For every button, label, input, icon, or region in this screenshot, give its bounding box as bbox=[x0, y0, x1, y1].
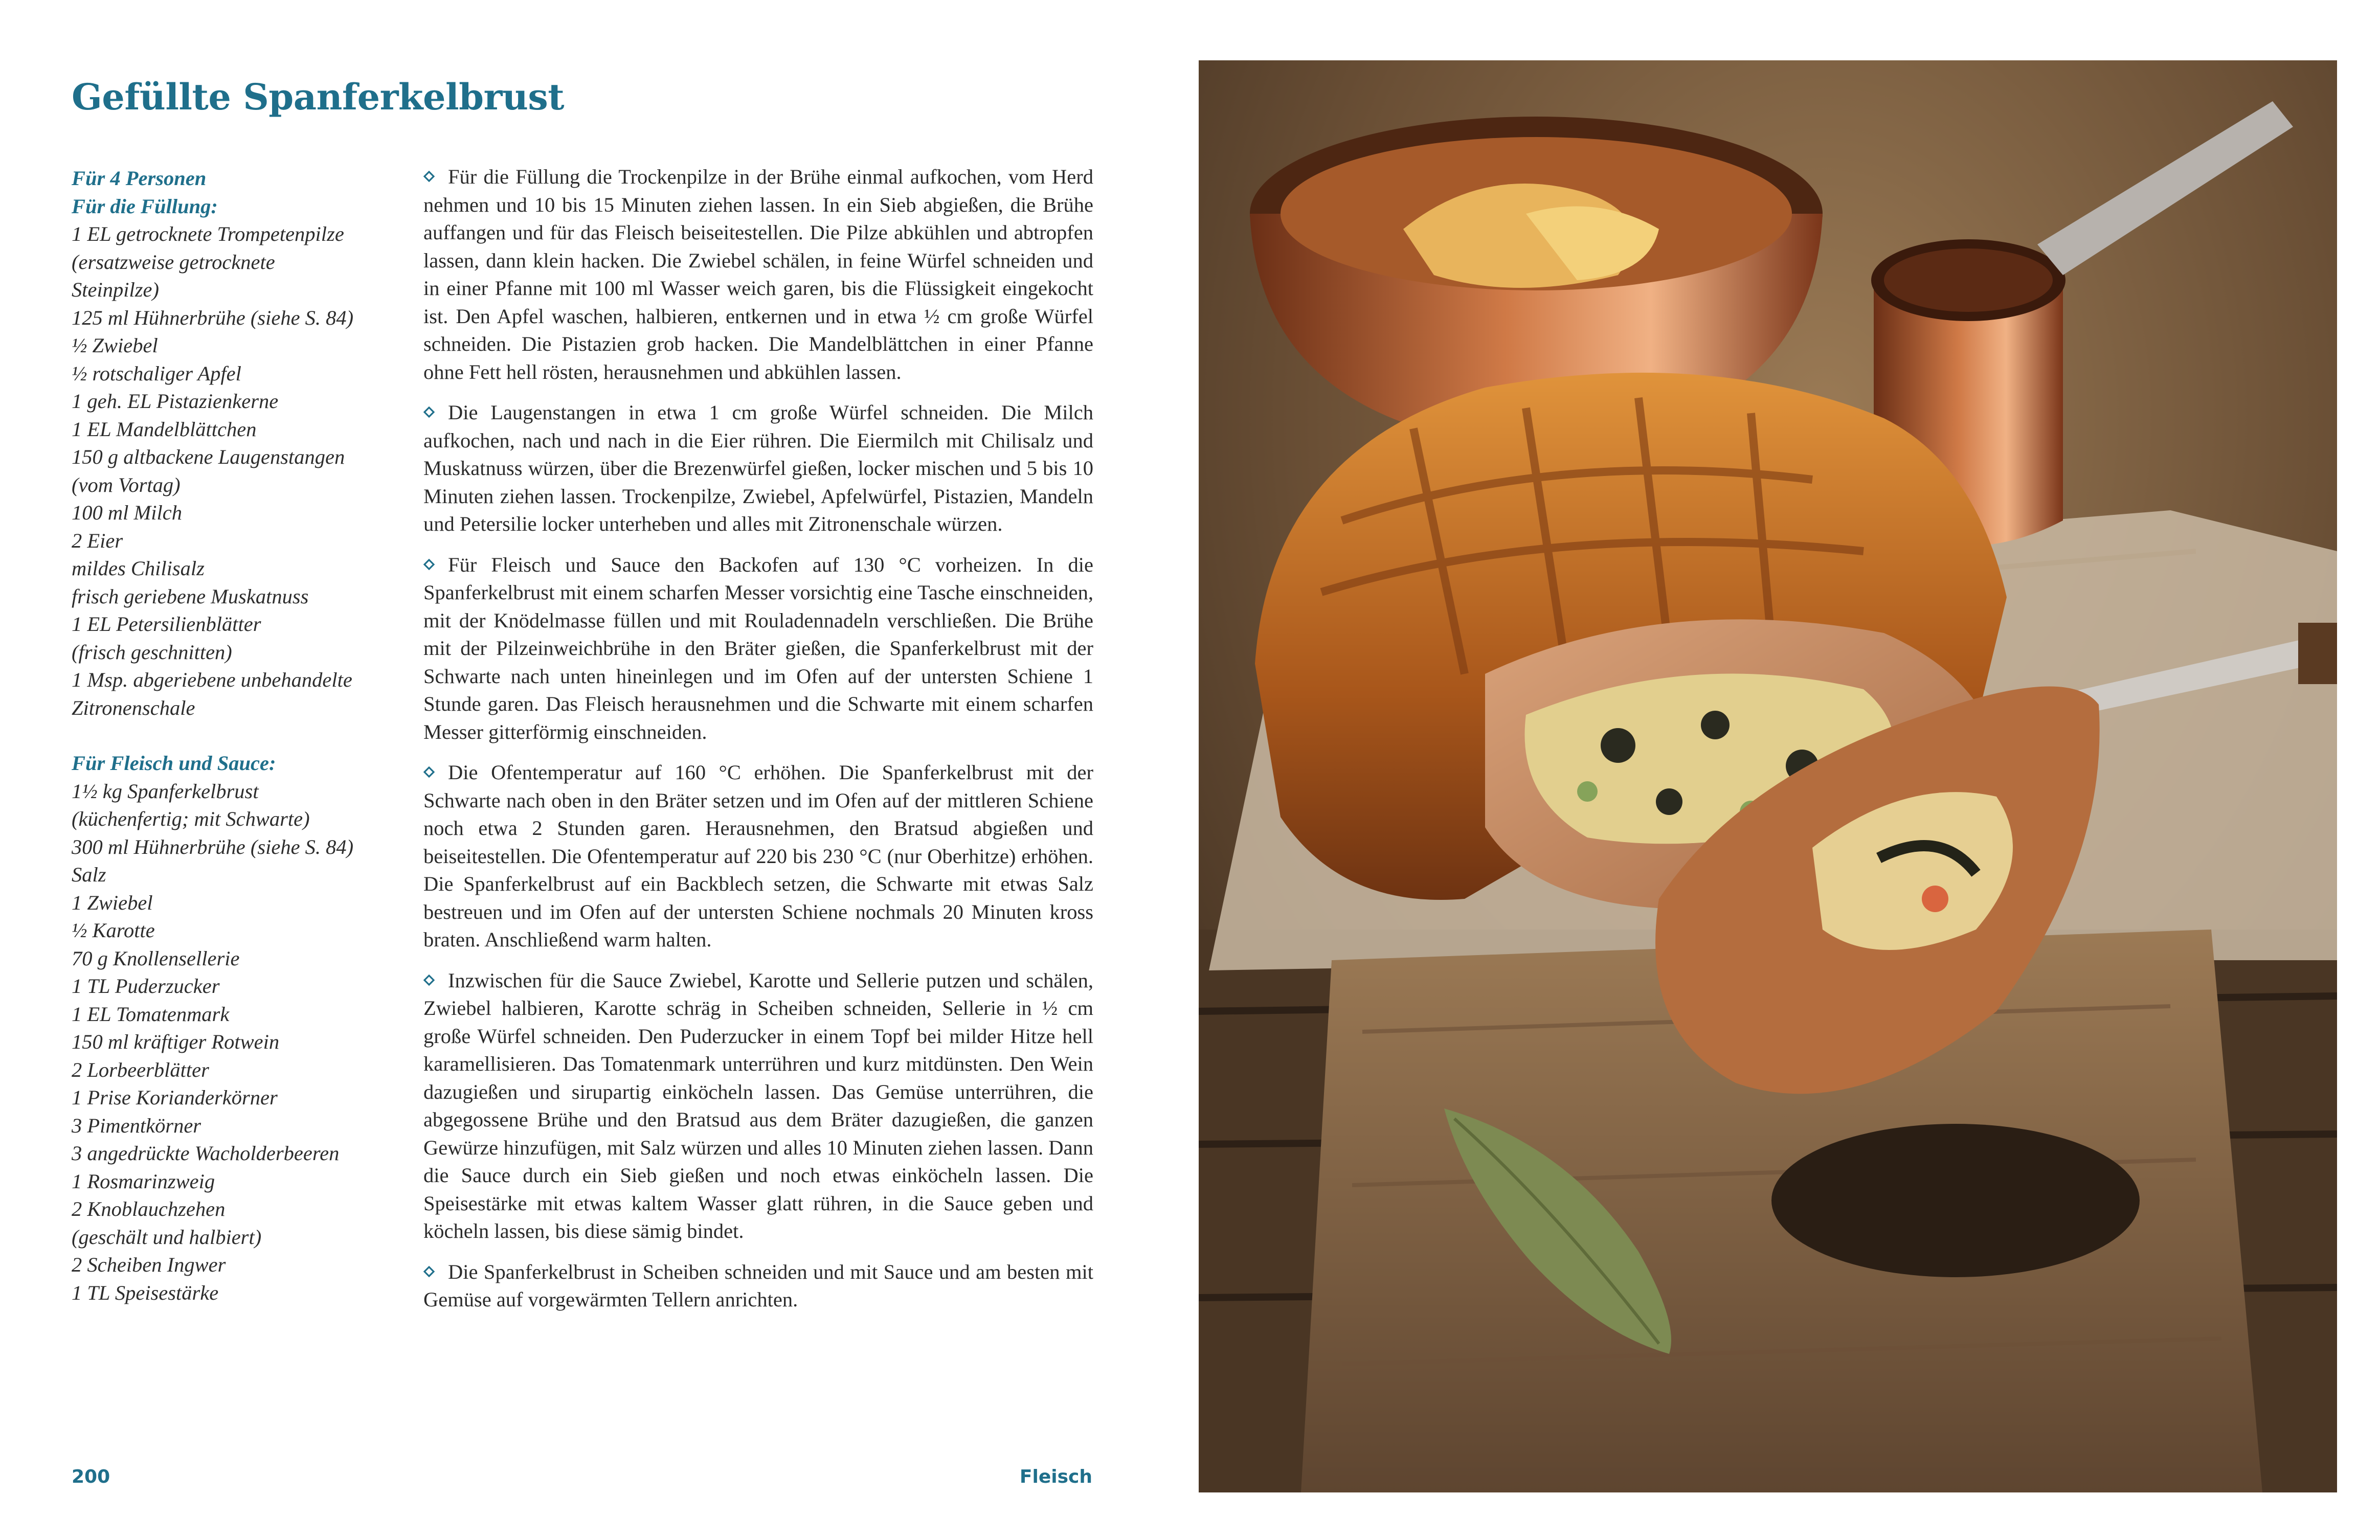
ingredient-item: 1 geh. EL Pistazienkerne bbox=[72, 390, 279, 413]
ingredient-item: 125 ml Hühnerbrühe (siehe S. 84) bbox=[72, 306, 354, 329]
ingredient-item: 2 Eier bbox=[72, 529, 123, 552]
ingredient-item: 3 Pimentkörner bbox=[72, 1114, 201, 1137]
ingredient-item: 1 TL Puderzucker bbox=[72, 975, 220, 998]
dish-photo bbox=[1199, 60, 2337, 1492]
ingredient-item: (vom Vortag) bbox=[72, 473, 181, 496]
ingredient-item: Steinpilze) bbox=[72, 278, 159, 301]
step-paragraph bbox=[423, 759, 1093, 954]
meat-sauce-heading: Für Fleisch und Sauce: bbox=[72, 752, 276, 775]
step-text: Für Fleisch und Sauce den Backofen auf 130 °C vorheizen. In die Spanferkelbrust mit einem scharfen Messer vorsichtig eine Tasche einschneiden, mit der Knödelmasse füllen und mit Rouladennadeln verschließen. Die Brühe mit der Pilzeinweichbrühe in den Bräter gießen, die Spanferkelbrust mit der Schwarte nach unten hineinlegen und im Ofen auf der untersten Schiene 1 Stunde garen. Das Fleisch herausnehmen und die Schwarte mit einem scharfen Messer gitterförmig einschneiden. bbox=[423, 553, 1093, 743]
ingredient-item: ½ Karotte bbox=[72, 919, 155, 942]
diamond-bullet-icon bbox=[423, 766, 435, 778]
ingredient-item: ½ rotschaliger Apfel bbox=[72, 361, 241, 385]
step-text: Die Laugenstangen in etwa 1 cm große Würfel schneiden. Die Milch aufkochen, nach und nach in die Eier rühren. Die Eiermilch mit Chilisalz und Muskatnuss würzen, über die Brezenwürfel gießen, locker mischen und 5 bis 10 Minuten ziehen lassen. Trockenpilze, Zwiebel, Apfelwürfel, Pistazien, Mandeln und Petersilie locker unterheben und alles mit Zitronenschale würzen. bbox=[423, 401, 1093, 535]
ingredient-item: Salz bbox=[72, 863, 106, 886]
ingredient-item: 1 EL Tomatenmark bbox=[72, 1002, 230, 1026]
step-paragraph bbox=[423, 551, 1093, 746]
ingredient-item: 1 Rosmarinzweig bbox=[72, 1169, 215, 1193]
ingredient-item: frisch geriebene Muskatnuss bbox=[72, 584, 309, 608]
step-paragraph bbox=[423, 1258, 1093, 1314]
ingredient-item: (geschält und halbiert) bbox=[72, 1225, 262, 1249]
ingredient-item: (ersatzweise getrocknete bbox=[72, 250, 275, 274]
ingredient-item: 150 ml kräftiger Rotwein bbox=[72, 1030, 280, 1053]
ingredient-item: mildes Chilisalz bbox=[72, 557, 205, 580]
meat-sauce-ingredients bbox=[72, 778, 378, 1307]
ingredient-item: 1 EL Petersilienblätter bbox=[72, 613, 261, 636]
ingredient-item: 1 EL Mandelblättchen bbox=[72, 417, 257, 441]
ingredient-item: ½ Zwiebel bbox=[72, 334, 158, 357]
ingredient-item: 1 Msp. abgeriebene unbehandelte bbox=[72, 668, 352, 691]
ingredient-item: 150 g altbackene Laugenstangen bbox=[72, 445, 345, 468]
ingredient-item: 1½ kg Spanferkelbrust bbox=[72, 779, 259, 803]
servings-heading: Für 4 Personen bbox=[72, 167, 207, 190]
ingredient-list bbox=[72, 165, 378, 1307]
diamond-bullet-icon bbox=[423, 171, 435, 182]
step-paragraph bbox=[423, 967, 1093, 1245]
page-number: 200 bbox=[72, 1466, 110, 1487]
diamond-bullet-icon bbox=[423, 1266, 435, 1277]
filling-ingredients bbox=[72, 220, 378, 722]
ingredient-item: 70 g Knollensellerie bbox=[72, 946, 240, 970]
step-text: Für die Füllung die Trockenpilze in der Brühe einmal aufkochen, vom Herd nehmen und 10 bis 15 Minuten ziehen lassen. In ein Sieb abgießen, die Brühe auffangen und für das Fleisch beiseitestellen. Die Pilze abkühlen und abtropfen lassen, dann klein hacken. Die Zwiebel schälen, in feine Würfel schneiden und in einer Pfanne mit 100 ml Wasser weich garen, bis die Flüssigkeit eingekocht ist. Den Apfel waschen, halbieren, entkernen und in etwa ½ cm große Würfel schneiden. Die Pistazien grob hacken. Die Mandelblättchen in einer Pfanne ohne Fett hell rösten, herausnehmen und abkühlen lassen. bbox=[423, 165, 1093, 383]
recipe-title: Gefüllte Spanferkelbrust bbox=[72, 76, 565, 118]
list-spacer bbox=[72, 722, 378, 750]
ingredient-item: 100 ml Milch bbox=[72, 501, 182, 524]
preparation-steps bbox=[423, 163, 1093, 1327]
ingredient-item: 2 Lorbeerblätter bbox=[72, 1058, 209, 1081]
ingredient-item: 300 ml Hühnerbrühe (siehe S. 84) bbox=[72, 835, 354, 858]
ingredient-item: 2 Scheiben Ingwer bbox=[72, 1253, 226, 1276]
step-text: Die Spanferkelbrust in Scheiben schneiden und mit Sauce und am besten mit Gemüse auf vorgewärmten Tellern anrichten. bbox=[423, 1260, 1093, 1311]
ingredient-item: (frisch geschnitten) bbox=[72, 640, 232, 664]
ingredient-item: 3 angedrückte Wacholderbeeren bbox=[72, 1142, 340, 1165]
ingredient-item: 2 Knoblauchzehen bbox=[72, 1197, 226, 1220]
ingredient-item: (küchenfertig; mit Schwarte) bbox=[72, 807, 310, 830]
step-paragraph bbox=[423, 163, 1093, 386]
diamond-bullet-icon bbox=[423, 975, 435, 986]
step-text: Die Ofentemperatur auf 160 °C erhöhen. Die Spanferkelbrust mit der Schwarte nach oben in den Bräter setzen und im Ofen auf der mittleren Schiene noch etwa 2 Stunden garen. Herausnehmen, den Bratsud abgießen und beiseitestellen. Die Ofentemperatur auf 220 bis 230 °C (nur Oberhitze) erhöhen. Die Spanferkelbrust auf ein Backblech setzen, die Schwarte mit etwas Salz bestreuen und im Ofen auf der untersten Schiene nochmals 20 Minuten kross braten. Anschließend warm halten. bbox=[423, 761, 1093, 951]
section-name: Fleisch bbox=[1019, 1466, 1092, 1487]
step-text: Inzwischen für die Sauce Zwiebel, Karotte und Sellerie putzen und schälen, Zwiebel halbieren, Karotte schräg in Scheiben schneiden, Sellerie in ½ cm große Würfel schneiden. Den Puderzucker in einem Topf bei milder Hitze hell karamellisieren. Das Tomatenmark unterrühren und kurz mitdünsten. Den Wein dazugießen und sirupartig einköcheln lassen. Das Gemüse unterrühren, die abgegossene Brühe und den Bratsud aus dem Bräter dazugießen, die ganzen Gewürze hinzufügen, mit Salz würzen und alles 10 Minuten ziehen lassen. Dann die Sauce durch ein Sieb gießen und noch etwas einköcheln lassen. Die Speisestärke mit etwas kaltem Wasser glatt rühren, in die Sauce geben und köcheln lassen, bis diese sämig bindet. bbox=[423, 968, 1093, 1242]
filling-heading: Für die Füllung: bbox=[72, 194, 218, 218]
ingredient-item: Zitronenschale bbox=[72, 696, 195, 719]
ingredient-item: 1 Zwiebel bbox=[72, 891, 153, 914]
ingredient-item: 1 TL Speisestärke bbox=[72, 1281, 219, 1304]
ingredient-item: 1 Prise Korianderkörner bbox=[72, 1086, 278, 1109]
step-paragraph bbox=[423, 399, 1093, 538]
diamond-bullet-icon bbox=[423, 406, 435, 418]
diamond-bullet-icon bbox=[423, 559, 435, 570]
ingredient-item: 1 EL getrocknete Trompetenpilze bbox=[72, 222, 344, 245]
